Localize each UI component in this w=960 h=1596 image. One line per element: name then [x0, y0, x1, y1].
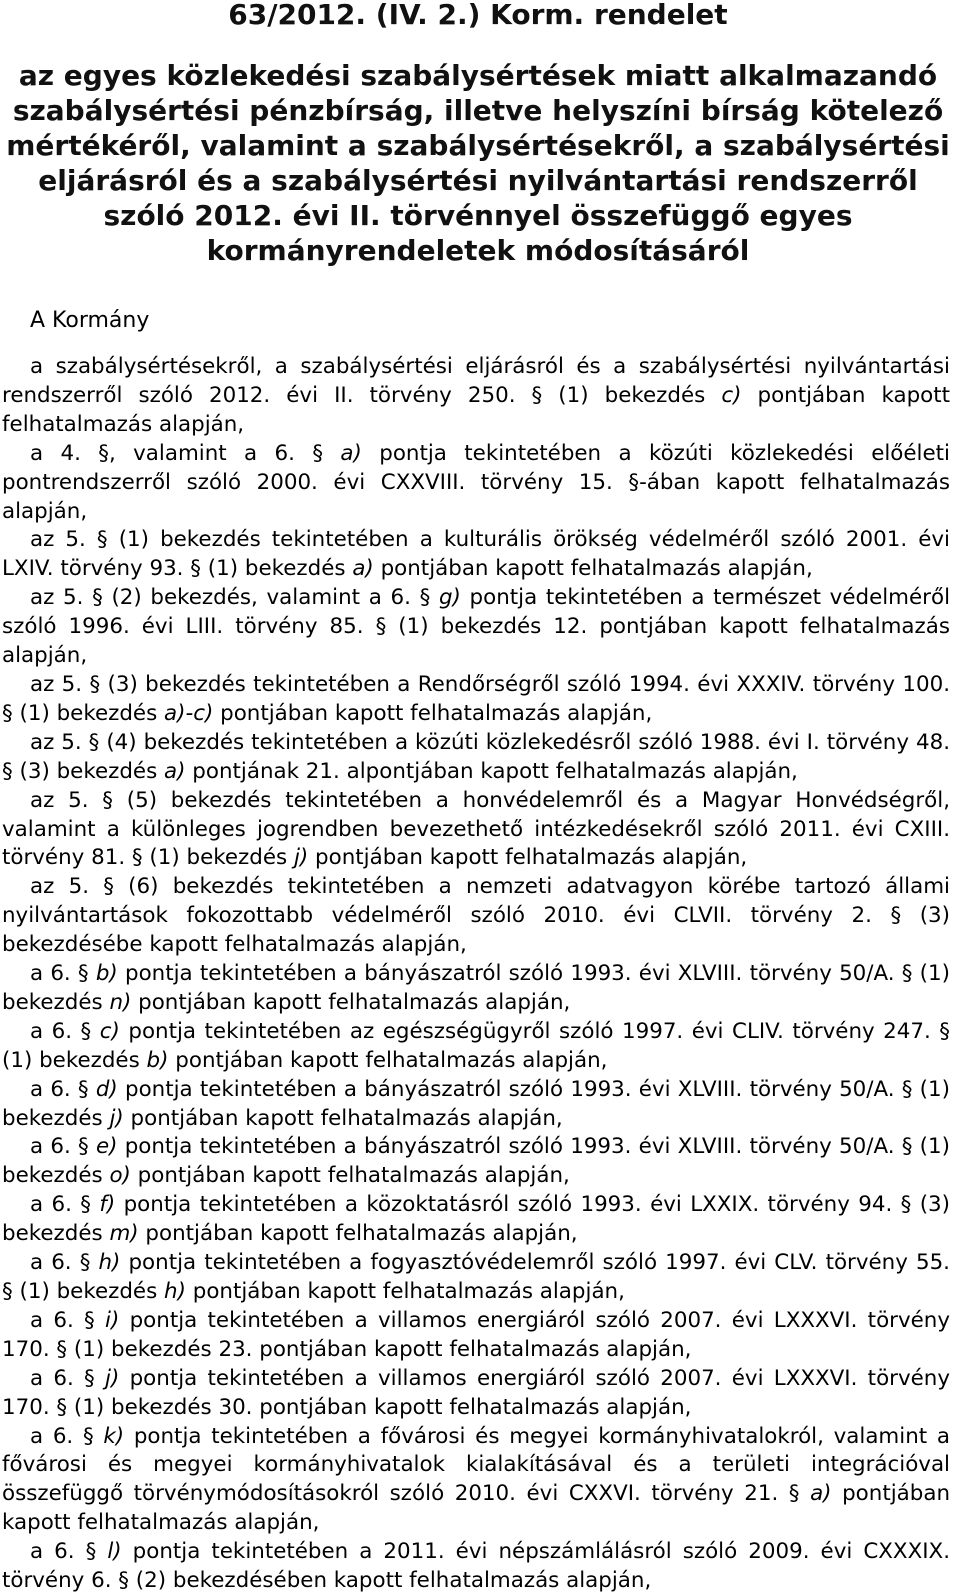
point-reference: o)	[109, 1163, 131, 1189]
legal-basis-paragraph	[2, 671, 950, 729]
paragraph-text: pontjában kapott felhatalmazás alapján,	[213, 700, 653, 726]
paragraph-text: pontjában kapott felhatalmazás alapján,	[123, 1105, 563, 1131]
legal-basis-paragraph	[2, 1307, 950, 1365]
paragraph-text: pontja tekintetében a közúti közlekedési előéleti pontrendszerről szóló 2000. évi CXXVIII. törvény 15. §-ában kapott felhatalmazás alapján,	[2, 440, 950, 524]
paragraph-text: a 6. §	[30, 1076, 96, 1102]
legal-basis-paragraph	[2, 526, 950, 584]
legal-basis-paragraph	[2, 873, 950, 960]
point-reference: c)	[99, 1018, 120, 1044]
point-reference: b)	[146, 1047, 169, 1073]
paragraph-text: a 6. §	[30, 1018, 100, 1044]
paragraph-text: az 5. § (3) bekezdés tekintetében a Rendőrségről szóló 1994. évi XXXIV. törvény 100. § (1) bekezdés	[2, 671, 950, 726]
point-reference: b)	[95, 961, 118, 987]
point-reference: a)	[352, 556, 374, 582]
point-reference: k)	[103, 1423, 125, 1449]
paragraph-text: pontjában kapott felhatalmazás alapján,	[185, 1279, 625, 1304]
legal-basis-paragraph	[2, 787, 950, 874]
point-reference: g)	[438, 585, 461, 611]
document-subtitle: az egyes közlekedési szabálysértések miatt alkalmazandó szabálysértési pénzbírság, illetve helyszíni bírság kötelező mértékéről, valamint a szabálysértésekről, a szabálysértési eljárásról és a szabálysértési nyilvántartási rendszerről szóló 2012. évi II. törvénnyel összefüggő egyes kormányrendeletek módosításáról	[6, 59, 950, 267]
point-reference: m)	[109, 1221, 139, 1247]
point-reference: j)	[105, 1365, 120, 1391]
paragraph-text: a 4. §, valamint a 6. §	[30, 440, 341, 466]
legal-basis-paragraph	[2, 440, 950, 527]
paragraph-text: az 5. § (5) bekezdés tekintetében a honvédelemről és a Magyar Honvédségről, valamint a különleges jogrendben bevezethető intézkedésekről szóló 2011. évi CXIII. törvény 81. § (1) bekezdés	[2, 787, 950, 871]
paragraph-text: pontja tekintetében a bányászatról szóló 1993. évi XLVIII. törvény 50/A. § (1) bekezdés	[2, 1076, 950, 1131]
paragraph-text: pontjában kapott felhatalmazás alapján,	[2, 1481, 951, 1536]
point-reference: f)	[99, 1192, 116, 1218]
paragraph-text: pontjában kapott felhatalmazás alapján,	[168, 1047, 608, 1073]
point-reference: d)	[95, 1076, 118, 1102]
point-reference: a)	[164, 758, 186, 784]
paragraph-text: az 5. § (6) bekezdés tekintetében a nemzeti adatvagyon körébe tartozó állami nyilvántartások fokozottabb védelméről szóló 2010. évi CLVII. törvény 2. § (3) bekezdésébe kapott felhatalmazás alapján,	[2, 874, 950, 958]
legal-basis-paragraph	[2, 1191, 950, 1249]
paragraph-text: az 5. § (2) bekezdés, valamint a 6. §	[30, 585, 439, 611]
paragraph-text: pontjának 21. alpontjában kapott felhatalmazás alapján,	[185, 758, 798, 784]
paragraph-text: pontjában kapott felhatalmazás alapján,	[308, 845, 748, 871]
document-body	[0, 353, 950, 1596]
legal-basis-paragraph	[2, 1538, 950, 1596]
point-reference: a)-c)	[164, 700, 214, 726]
paragraph-text: pontja tekintetében az egészségügyről szóló 1997. évi CLIV. törvény 247. § (1) bekezdés	[2, 1018, 950, 1073]
paragraph-text: a 6. §	[30, 1307, 106, 1333]
legal-basis-paragraph	[2, 1423, 950, 1539]
point-reference: j)	[109, 1105, 124, 1131]
legal-basis-paragraph	[2, 584, 950, 671]
paragraph-text: pontja tekintetében a fővárosi és megyei kormányhivatalokról, valamint a fővárosi és megyei kormányhivatalok kialakításával és a területi integrációval összefüggő törvénymódosításokról szóló 2010. évi CXXVI. törvény 21. §	[2, 1423, 950, 1507]
point-reference: c)	[721, 382, 742, 408]
point-reference: h)	[164, 1279, 186, 1304]
title-block	[0, 0, 950, 268]
legal-basis-paragraph	[2, 1076, 950, 1134]
paragraph-text: az 5. § (4) bekezdés tekintetében a közúti közlekedésről szóló 1988. évi I. törvény 48. § (3) bekezdés	[2, 729, 950, 784]
paragraph-text: a szabálysértésekről, a szabálysértési eljárásról és a szabálysértési nyilvántartási rendszerről szóló 2012. évi II. törvény 250. § (1) bekezdés	[2, 354, 950, 408]
paragraph-text: pontjában kapott felhatalmazás alapján,	[138, 1221, 578, 1247]
legal-basis-paragraph	[2, 1249, 950, 1307]
legal-basis-paragraph	[2, 1018, 950, 1076]
paragraph-text: pontja tekintetében a villamos energiáról szóló 2007. évi LXXXVI. törvény 170. § (1) bekezdés 30. pontjában kapott felhatalmazás alapján,	[2, 1365, 950, 1420]
point-reference: e)	[95, 1134, 118, 1160]
paragraph-text: pontja tekintetében a 2011. évi népszámlálásról szóló 2009. évi CXXXIX. törvény 6. § (2) bekezdésében kapott felhatalmazás alapján,	[2, 1539, 950, 1594]
paragraph-text: pontja tekintetében a bányászatról szóló 1993. évi XLVIII. törvény 50/A. § (1) bekezdés	[2, 1134, 950, 1189]
point-reference: h)	[98, 1250, 121, 1276]
paragraph-text: a 6. §	[30, 1539, 108, 1565]
paragraph-text: a 6. §	[30, 1423, 104, 1449]
point-reference: l)	[107, 1539, 122, 1565]
legal-basis-paragraph	[2, 353, 950, 440]
paragraph-text: a 6. §	[30, 1365, 106, 1391]
document-title: 63/2012. (IV. 2.) Korm. rendelet	[228, 0, 728, 31]
legal-basis-paragraph	[2, 1133, 950, 1191]
point-reference: a)	[340, 440, 362, 466]
paragraph-text: pontjában kapott felhatalmazás alapján,	[2, 382, 951, 437]
paragraph-text: pontja tekintetében a bányászatról szóló 1993. évi XLVIII. törvény 50/A. § (1) bekezdés	[2, 961, 950, 1015]
paragraph-text: pontja tekintetében a villamos energiáról szóló 2007. évi LXXXVI. törvény 170. § (1) bekezdés 23. pontjában kapott felhatalmazás alapján,	[2, 1307, 950, 1362]
paragraph-text: pontjában kapott felhatalmazás alapján,	[373, 556, 813, 582]
intro-line: A Kormány	[30, 308, 150, 333]
paragraph-text: pontja tekintetében a természet védelméről szóló 1996. évi LIII. törvény 85. § (1) bekezdés 12. pontjában kapott felhatalmazás alapján,	[2, 585, 951, 669]
paragraph-text: a 6. §	[30, 1250, 99, 1276]
paragraph-text: pontja tekintetében a fogyasztóvédelemről szóló 1997. évi CLV. törvény 55. § (1) bekezdés	[2, 1250, 950, 1304]
point-reference: j)	[293, 845, 309, 871]
point-reference: n)	[109, 989, 132, 1015]
paragraph-text: az 5. § (1) bekezdés tekintetében a kulturális örökség védelméről szóló 2001. évi LXIV. törvény 93. § (1) bekezdés	[2, 527, 950, 582]
legal-basis-paragraph	[2, 960, 950, 1018]
paragraph-text: pontja tekintetében a közoktatásról szóló 1993. évi LXXIX. törvény 94. § (3) bekezdés	[2, 1192, 950, 1247]
paragraph-text: pontjában kapott felhatalmazás alapján,	[131, 989, 571, 1015]
paragraph-text: a 6. §	[30, 961, 96, 987]
point-reference: a)	[810, 1481, 832, 1507]
legal-basis-paragraph	[2, 729, 950, 787]
paragraph-text: a 6. §	[30, 1192, 100, 1218]
legal-basis-paragraph	[2, 1365, 950, 1423]
paragraph-text: a 6. §	[30, 1134, 96, 1160]
paragraph-text: pontjában kapott felhatalmazás alapján,	[130, 1163, 570, 1189]
point-reference: i)	[105, 1307, 120, 1333]
